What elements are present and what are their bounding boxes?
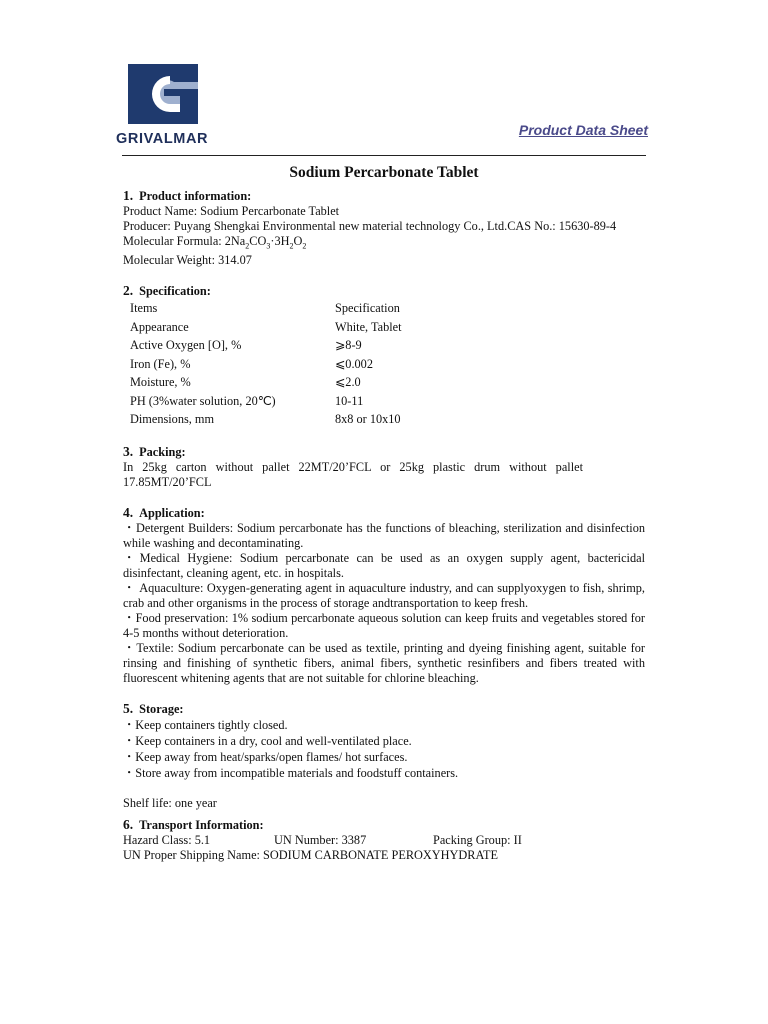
section-title: Specification: [139,284,211,299]
spec-item: Moisture, % [130,375,191,390]
spec-item: Appearance [130,319,189,334]
section-heading-specification [123,283,645,299]
un-number: UN Number: 3387 [274,832,367,847]
section-title: Product information: [139,189,252,203]
specification-table [130,299,645,429]
spec-row [130,373,645,392]
spec-value: 8x8 or 10x10 [335,412,401,427]
formula-subscript: 2 [289,241,294,251]
spec-value: ⩾8-9 [335,338,362,353]
spec-row [130,392,645,411]
section-number: 5. [123,700,134,716]
formula-text: ·3H [270,234,290,248]
spec-item: Dimensions, mm [130,412,215,427]
spec-value: ⩽2.0 [335,375,361,390]
spec-item: PH (3%water solution, 20℃) [130,393,276,408]
section-heading-packing [123,444,645,460]
spec-row [130,318,645,337]
shelf-life: Shelf life: one year [123,795,217,810]
spec-row [130,336,645,355]
spec-row [130,355,645,374]
section-number: 1. [123,188,134,203]
spec-value: Specification [335,301,400,316]
section-title: Storage: [139,701,184,716]
transport-details-row [123,833,645,848]
formula-text: Molecular Formula: 2Na [123,234,246,248]
producer-line: Producer: Puyang Shengkai Environmental new material technology Co., Ltd.CAS No.: 15630-89-4 [123,219,617,233]
section-heading-transport [123,817,645,833]
brand-name: GRIVALMAR [116,131,209,147]
document-body [123,188,645,863]
formula-subscript: 2 [245,241,250,251]
spec-item: Items [130,301,158,316]
header-divider [122,155,646,156]
application-item: ・Medical Hygiene: Sodium percarbonate can be used as an oxygen supply agent, bactericidal disinfectant, cleaning agent, etc. in hospitals. [123,550,645,580]
section-title: Packing: [139,444,186,459]
formula-text: O [293,234,303,248]
spec-value: White, Tablet [335,319,402,334]
storage-item: ・Keep containers tightly closed. [123,717,288,732]
hazard-class: Hazard Class: 5.1 [123,832,211,847]
section-number: 6. [123,816,134,832]
storage-item: ・Store away from incompatible materials and foodstuff containers. [123,765,459,780]
section-title: Application: [139,505,205,520]
grivalmar-logo-mark [122,62,218,126]
application-item: ・Textile: Sodium percarbonate can be used as textile, printing and dyeing finishing agent, suitable for rinsing and finishing of synthetic fibers, animal fibers, synthetic resinfibers and fibers treated with fluorescent whitening agents that are not suitable for chlorine bleaching. [123,640,645,685]
spec-item: Iron (Fe), % [130,356,191,371]
spec-row [130,299,645,318]
section-heading-storage [123,701,645,717]
section-number: 2. [123,283,134,299]
application-item: ・Detergent Builders: Sodium percarbonate has the functions of bleaching, sterilization and disinfection while washing and decontaminating. [123,520,645,550]
product-name-line: Product Name: Sodium Percarbonate Tablet [123,204,340,218]
section-number: 4. [123,504,134,520]
molecular-weight-line: Molecular Weight: 314.07 [123,253,252,268]
formula-subscript: 3 [266,241,271,251]
formula-subscript: 2 [302,241,307,251]
document-title: Sodium Percarbonate Tablet [289,164,479,181]
section-title: Transport Information: [139,817,264,832]
application-item: ・ Aquaculture: Oxygen-generating agent in aquaculture industry, and can supplyoxygen to fish, shrimp, crab and other organisms in the process of storage andtransportation to keep fresh. [123,580,645,610]
storage-item: ・Keep away from heat/sparks/open flames/ hot surfaces. [123,749,408,764]
spec-value: 10-11 [335,393,364,408]
section-number: 3. [123,443,134,459]
section-heading-application [123,505,645,521]
spec-value: ⩽0.002 [335,356,373,371]
un-shipping-name: UN Proper Shipping Name: SODIUM CARBONATE PEROXYHYDRATE [123,847,499,862]
formula-text: CO [249,234,267,248]
spec-row [130,410,645,429]
section-heading-product-info [123,188,645,204]
application-item: ・Food preservation: 1% sodium percarbonate aqueous solution can keep fruits and vegetables stored for 4-5 months without deterioration. [123,610,645,640]
molecular-formula-line [123,234,645,253]
spec-item: Active Oxygen [O], % [130,338,242,353]
packing-text: In 25kg carton without pallet 22MT/20’FCL or 25kg plastic drum without pallet 17.85MT/20’FCL [123,459,583,489]
packing-group: Packing Group: II [433,832,522,847]
company-logo [122,62,218,126]
storage-item: ・Keep containers in a dry, cool and well-ventilated place. [123,733,412,748]
document-type-label: Product Data Sheet [518,122,648,138]
